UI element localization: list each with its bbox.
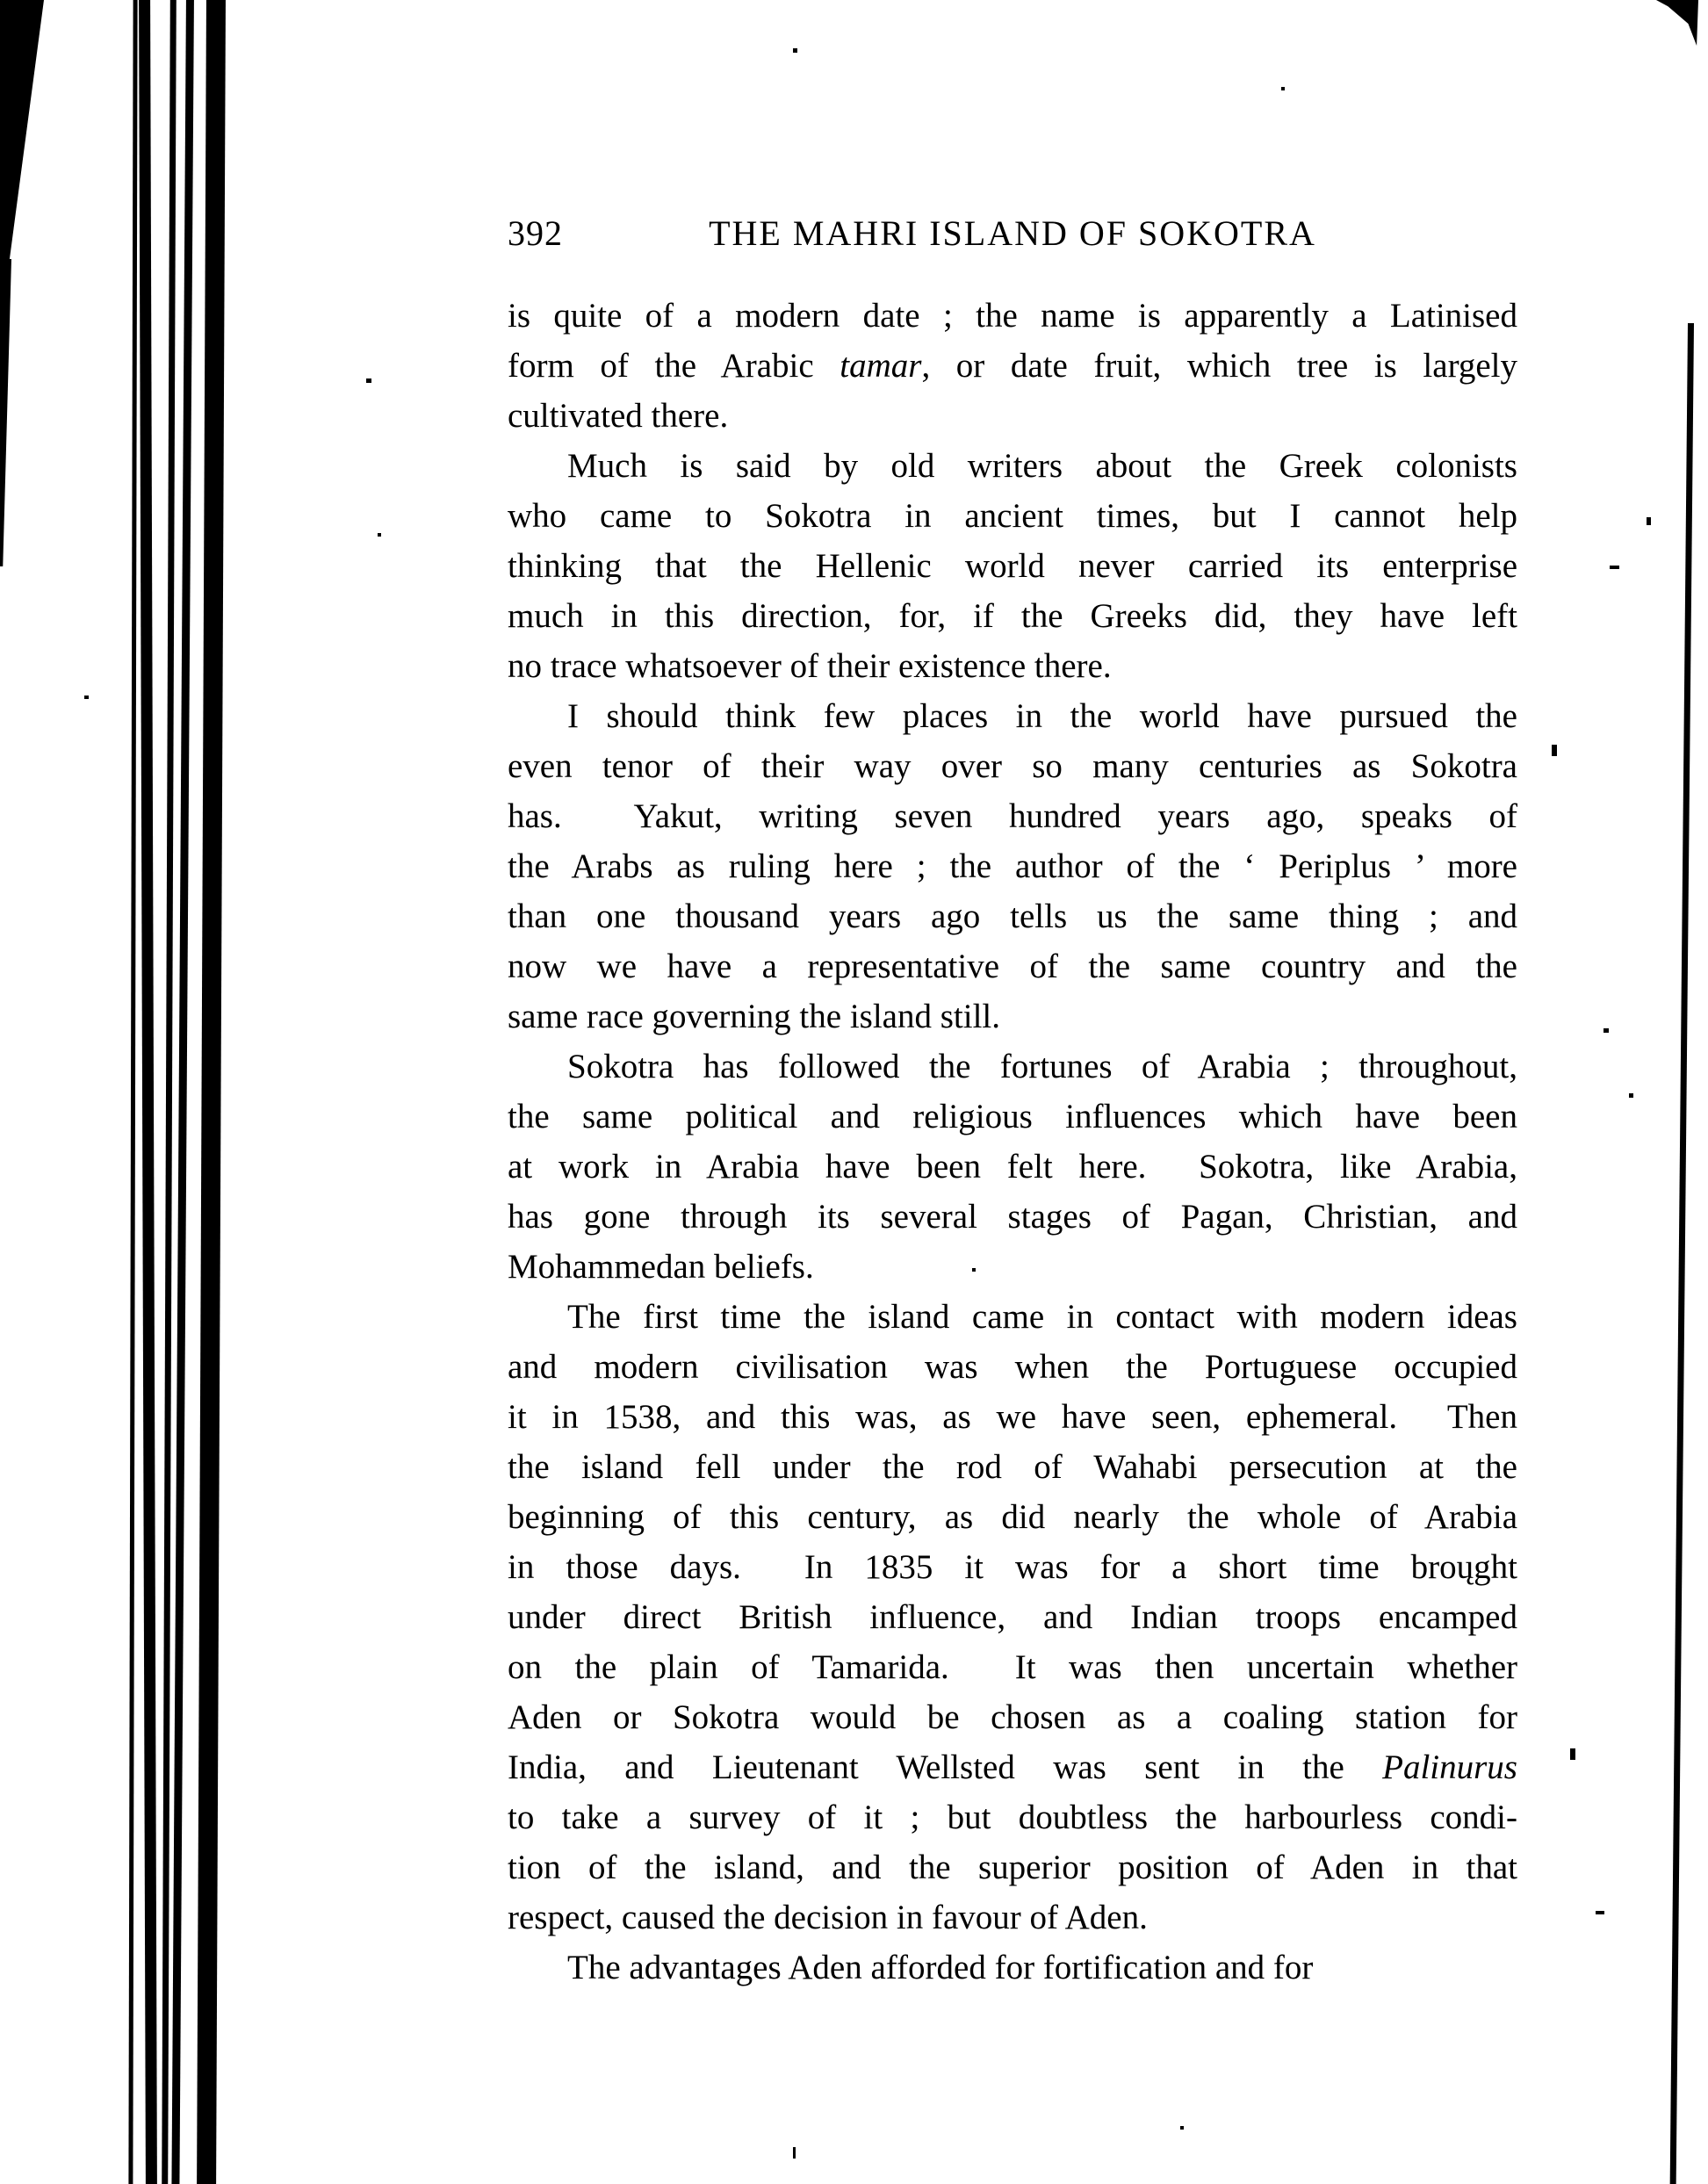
- text-line: [508, 941, 1517, 991]
- dust-speck: [1604, 1028, 1609, 1033]
- dust-speck: [378, 533, 381, 537]
- text-segment: The first time the island came in contact with modern ideas: [567, 1298, 1517, 1336]
- text-line: [508, 1692, 1517, 1742]
- text-segment: Aden or Sokotra would be chosen as a coaling station for: [508, 1698, 1517, 1736]
- text-line: [508, 341, 1517, 391]
- text-line: [508, 1242, 1517, 1292]
- text-segment: now we have a representative of the same country and the: [508, 948, 1517, 985]
- text-segment: the island fell under the rod of Wahabi persecution at the: [508, 1448, 1517, 1486]
- text-line: [508, 841, 1517, 891]
- text-segment: thinking that the Hellenic world never carried its enterprise: [508, 547, 1517, 585]
- dust-speck: [1629, 1093, 1633, 1098]
- dust-speck: [1610, 566, 1619, 569]
- text-segment: the Arabs as ruling here ; the author of the ‘ Periplus ’ more: [508, 847, 1517, 885]
- text-line: [508, 441, 1517, 491]
- dust-speck: [84, 696, 89, 699]
- text-segment: and modern civilisation was when the Portuguese occupied: [508, 1348, 1517, 1386]
- text-segment: tion of the island, and the superior position of Aden in that: [508, 1849, 1517, 1886]
- text-segment: who came to Sokotra in ancient times, but I cannot help: [508, 497, 1517, 535]
- text-segment: it in 1538, and this was, as we have seen, ephemeral. Then: [508, 1398, 1517, 1436]
- stray-quote-mark: [1552, 745, 1557, 756]
- text-line: [508, 1842, 1517, 1892]
- text-line: [508, 1392, 1517, 1442]
- text-line: [508, 391, 1517, 441]
- text-segment: , or date fruit, which tree is largely: [921, 347, 1517, 385]
- text-segment: Much is said by old writers about the Greek colonists: [567, 447, 1517, 485]
- dust-speck: [1180, 2126, 1184, 2130]
- text-line: [508, 1792, 1517, 1842]
- gutter-shadow-line: [197, 0, 226, 2184]
- text-segment: respect, caused the decision in favour of Aden.: [508, 1899, 1148, 1936]
- page-edge-line: [1670, 323, 1694, 2184]
- page-fold-shadow: [0, 259, 11, 566]
- dust-speck: [1596, 1911, 1604, 1914]
- stray-quote-mark: [1570, 1748, 1575, 1760]
- text-line: [508, 491, 1517, 541]
- text-line: [508, 641, 1517, 691]
- text-segment: on the plain of Tamarida. It was then uncertain whether: [508, 1648, 1517, 1686]
- page-number: 392: [508, 213, 563, 253]
- running-title: THE MAHRI ISLAND OF SOKOTRA: [709, 213, 1316, 253]
- text-line: [508, 1042, 1517, 1092]
- text-line: [508, 991, 1517, 1042]
- text-segment: no trace whatsoever of their existence there.: [508, 647, 1112, 685]
- text-line: [508, 1592, 1517, 1642]
- text-segment: The advantages Aden afforded for fortification and for: [567, 1949, 1314, 1986]
- text-segment: at work in Arabia have been felt here. Sokotra, like Arabia,: [508, 1148, 1517, 1186]
- text-segment: Mohammedan beliefs.: [508, 1248, 814, 1286]
- text-line: [508, 1092, 1517, 1142]
- gutter-shadow-line: [139, 0, 157, 2184]
- text-line: [508, 1742, 1517, 1792]
- dust-speck: [793, 48, 797, 53]
- text-segment: cultivated there.: [508, 397, 729, 435]
- text-segment: Sokotra has followed the fortunes of Arabia ; throughout,: [567, 1048, 1517, 1085]
- text-segment: has. Yakut, writing seven hundred years ago, speaks of: [508, 797, 1517, 835]
- italic-text: Palinurus: [1382, 1748, 1517, 1786]
- page-fold-shadow: [0, 0, 44, 265]
- text-segment: much in this direction, for, if the Greeks did, they have left: [508, 597, 1517, 635]
- text-line: [508, 1442, 1517, 1492]
- text-segment: to take a survey of it ; but doubtless the harbourless condi-: [508, 1798, 1517, 1836]
- dust-speck: [1281, 87, 1285, 90]
- text-line: [508, 741, 1517, 791]
- text-line: [508, 1492, 1517, 1542]
- dust-speck: [793, 2147, 796, 2159]
- text-line: [508, 1292, 1517, 1342]
- text-line: [508, 1342, 1517, 1392]
- text-segment: form of the Arabic: [508, 347, 840, 385]
- text-line: [508, 1192, 1517, 1242]
- text-segment: under direct British influence, and Indian troops encamped: [508, 1598, 1517, 1636]
- text-line: [508, 1943, 1517, 1993]
- body-text: [508, 291, 1517, 1993]
- text-line: [508, 1542, 1517, 1592]
- text-segment: in those days. In 1835 it was for a short time broųght: [508, 1548, 1517, 1586]
- text-segment: I should think few places in the world have pursued the: [567, 697, 1517, 735]
- text-segment: same race governing the island still.: [508, 998, 1001, 1035]
- text-line: [508, 541, 1517, 591]
- italic-text: tamar: [840, 347, 922, 385]
- text-line: [508, 1142, 1517, 1192]
- text-line: [508, 1642, 1517, 1692]
- text-segment: India, and Lieutenant Wellsted was sent in the: [508, 1748, 1383, 1786]
- text-segment: the same political and religious influences which have been: [508, 1098, 1517, 1135]
- page-corner-shadow: [1656, 0, 1698, 46]
- text-segment: has gone through its several stages of Pagan, Christian, and: [508, 1198, 1517, 1236]
- text-line: [508, 1892, 1517, 1943]
- text-segment: beginning of this century, as did nearly the whole of Arabia: [508, 1498, 1517, 1536]
- stray-quote-mark: [1647, 517, 1651, 525]
- dust-speck: [366, 378, 371, 383]
- text-line: [508, 591, 1517, 641]
- text-line: [508, 691, 1517, 741]
- text-segment: even tenor of their way over so many centuries as Sokotra: [508, 747, 1517, 785]
- text-segment: is quite of a modern date ; the name is apparently a Latinised: [508, 297, 1517, 335]
- text-line: [508, 791, 1517, 841]
- page-header: [508, 214, 1517, 255]
- gutter-shadow-line: [128, 0, 137, 2184]
- text-line: [508, 291, 1517, 341]
- text-line: [508, 891, 1517, 941]
- text-segment: than one thousand years ago tells us the same thing ; and: [508, 897, 1517, 935]
